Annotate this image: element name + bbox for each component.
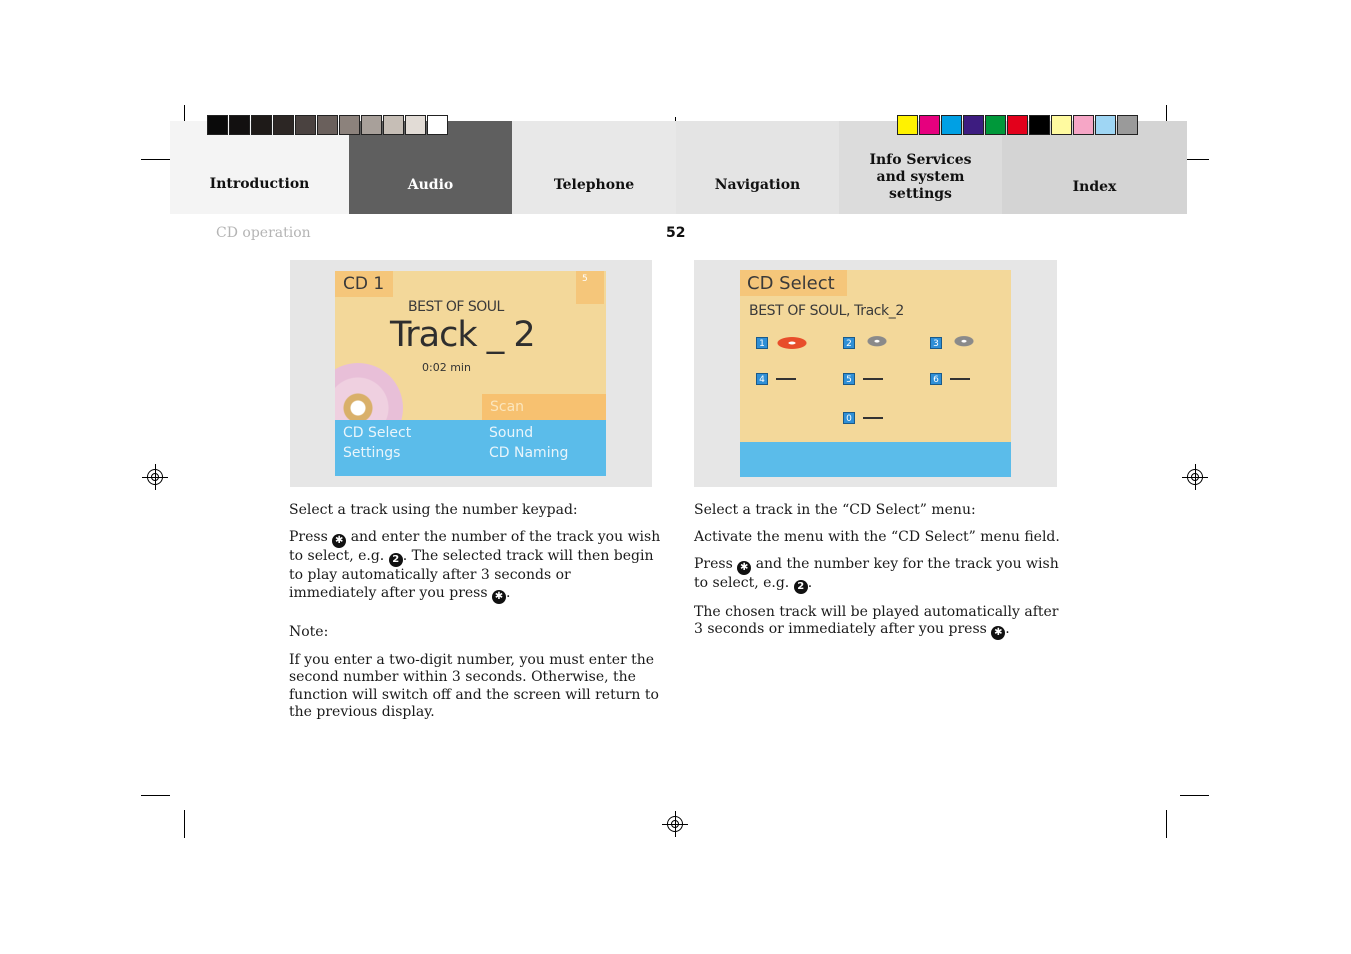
settings-menu-field[interactable]: Settings: [343, 445, 401, 461]
color-swatch: [897, 115, 918, 135]
color-swatch: [207, 115, 228, 135]
note-label: Note:: [289, 623, 329, 640]
star-key-icon: ✱: [492, 590, 506, 604]
tab-index[interactable]: Index: [1002, 121, 1187, 214]
tab-info-services-label: Info Services and system settings: [869, 152, 972, 202]
cd-grey-icon: [944, 334, 984, 352]
right-text-column: [694, 502, 1060, 650]
cd-grey-icon: [857, 334, 897, 352]
cd-select-menu-field[interactable]: CD Select: [343, 425, 412, 441]
registration-mark-icon: [1187, 469, 1203, 485]
paragraph: Press ✱ and the number key for the track you wish to select, e.g. 2 .: [694, 556, 1059, 592]
color-swatch: [229, 115, 250, 135]
color-swatch: [919, 115, 940, 135]
disc-slot-3[interactable]: 3: [930, 334, 984, 352]
cd-select-screen: [740, 270, 1011, 477]
cd-select-title: CD Select: [740, 270, 847, 296]
screen-menu-bar: [740, 442, 1011, 477]
disc-indicator-icon: 5: [576, 271, 604, 304]
disc-slot-5[interactable]: 5: [843, 373, 883, 385]
section-label: CD operation: [216, 225, 311, 241]
color-swatch: [251, 115, 272, 135]
color-swatch: [339, 115, 360, 135]
paragraph: Select a track in the “CD Select” menu:: [694, 502, 976, 518]
disc-slot-4[interactable]: 4: [756, 373, 796, 385]
color-swatch: [985, 115, 1006, 135]
paragraph: Press ✱ and enter the number of the track you wish to select, e.g. 2 . The selected track will then begin to play automatically after 3 seconds or immediately after you press ✱ .: [289, 529, 661, 602]
color-swatch: [1029, 115, 1050, 135]
tab-audio[interactable]: Audio: [349, 121, 512, 214]
tab-telephone[interactable]: Telephone: [512, 121, 676, 214]
track-time: 0:02 min: [422, 361, 471, 374]
crop-mark: [184, 810, 185, 838]
color-swatch: [1051, 115, 1072, 135]
cd-select-subtitle: BEST OF SOUL, Track_2: [749, 303, 904, 319]
album-name: BEST OF SOUL: [408, 299, 504, 315]
empty-slot-dash: [863, 378, 883, 380]
color-swatch: [383, 115, 404, 135]
crop-mark: [1180, 795, 1209, 796]
color-swatch: [1073, 115, 1094, 135]
number-two-key-icon: 2: [794, 580, 808, 594]
disc-slot-2[interactable]: 2: [843, 334, 897, 352]
tab-introduction[interactable]: Introduction: [170, 121, 349, 214]
star-key-icon: ✱: [737, 561, 751, 575]
cd-red-icon: [770, 334, 810, 352]
empty-slot-dash: [950, 378, 970, 380]
color-swatch: [963, 115, 984, 135]
disc-slot-0[interactable]: 0: [843, 412, 883, 424]
page-number: 52: [666, 225, 686, 241]
color-swatch: [427, 115, 448, 135]
paragraph: Activate the menu with the “CD Select” menu field.: [694, 529, 1060, 545]
color-swatch: [295, 115, 316, 135]
note-text: If you enter a two-digit number, you must enter the second number within 3 seconds. Otherwise, the function will switch off and the screen will return to the previous display.: [289, 651, 659, 720]
star-key-icon: ✱: [332, 534, 346, 548]
empty-slot-dash: [776, 378, 796, 380]
disc-slot-1[interactable]: 1: [756, 334, 810, 352]
color-swatch: [273, 115, 294, 135]
cd-naming-menu-field[interactable]: CD Naming: [489, 445, 569, 461]
disc-slot-6[interactable]: 6: [930, 373, 970, 385]
crop-mark: [1166, 810, 1167, 838]
paragraph: Select a track using the number keypad:: [289, 502, 578, 518]
number-two-key-icon: 2: [389, 553, 403, 567]
registration-mark-icon: [667, 816, 683, 832]
sound-menu-field[interactable]: Sound: [489, 425, 534, 441]
color-swatch: [1095, 115, 1116, 135]
crop-mark: [141, 159, 170, 160]
registration-mark-icon: [147, 469, 163, 485]
paragraph: The chosen track will be played automatically after 3 seconds or immediately after you press ✱ .: [694, 603, 1059, 638]
empty-slot-dash: [863, 417, 883, 419]
color-swatch: [941, 115, 962, 135]
process-color-bar: [897, 115, 1139, 135]
cd-display-screen: [335, 271, 606, 476]
cd-title: CD 1: [335, 271, 393, 297]
color-swatch: [1117, 115, 1138, 135]
color-swatch: [405, 115, 426, 135]
left-text-column: [289, 502, 661, 731]
screen-menu: [335, 420, 606, 476]
color-swatch: [317, 115, 338, 135]
color-swatch: [1007, 115, 1028, 135]
color-swatch: [361, 115, 382, 135]
scan-menu-field[interactable]: Scan: [482, 394, 606, 420]
grayscale-color-bar: [207, 115, 449, 135]
crop-mark: [141, 795, 170, 796]
tab-navigation[interactable]: Navigation: [676, 121, 839, 214]
star-key-icon: ✱: [991, 626, 1005, 640]
track-name: Track _ 2: [390, 315, 535, 355]
